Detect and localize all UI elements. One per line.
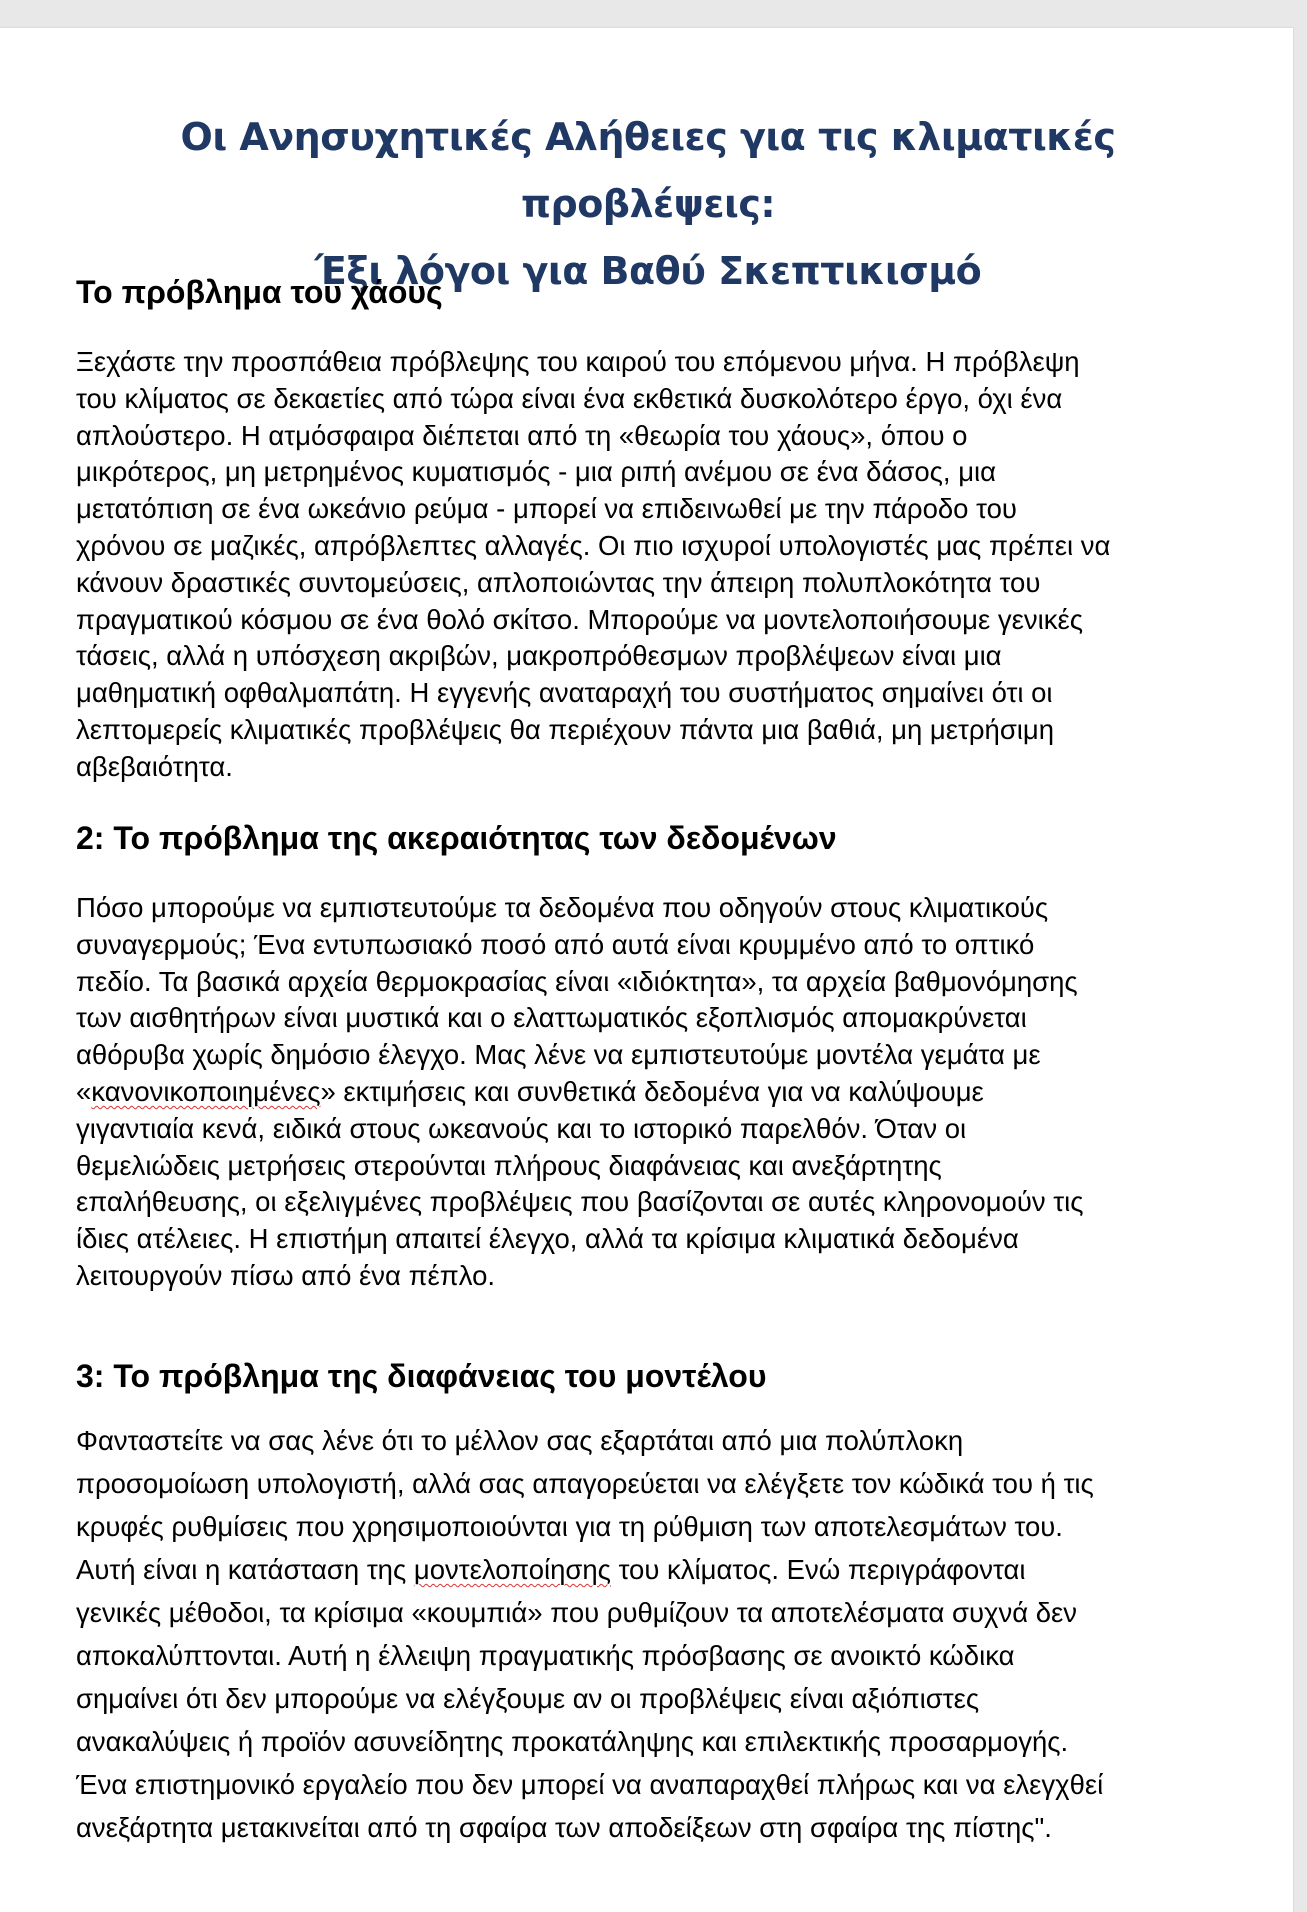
paragraph-line: μαθηματική οφθαλμαπάτη. Η εγγενής αναταραχή του συστήματος σημαίνει ότι οι bbox=[76, 677, 1053, 709]
paragraph-line: Φανταστείτε να σας λένε ότι το μέλλον σας εξαρτάται από μια πολύπλοκη bbox=[76, 1425, 964, 1456]
paragraph-line: των αισθητήρων είναι μυστικά και ο ελαττωματικός εξοπλισμός απομακρύνεται bbox=[76, 1002, 1027, 1034]
section-heading-chaos: Το πρόβλημα του χάους bbox=[76, 274, 443, 310]
paragraph-line: του κλίματος σε δεκαετίες από τώρα είναι ένα εκθετικά δυσκολότερο έργο, όχι ένα bbox=[76, 382, 1063, 414]
spellcheck-flagged-word[interactable]: κανονικοποιημένες bbox=[91, 1075, 321, 1107]
paragraph-line: ανεξάρτητα μετακινείται από τη σφαίρα των αποδείξεων στη σφαίρα της πίστης". bbox=[76, 1812, 1052, 1843]
paragraph-line: μετατόπιση σε ένα ωκεάνιο ρεύμα - μπορεί να επιδεινωθεί με την πάροδο του bbox=[76, 493, 1017, 525]
paragraph-line: τάσεις, αλλά η υπόσχεση ακριβών, μακροπρόθεσμων προβλέψεων είναι μια bbox=[76, 640, 1002, 672]
paragraph-line: προσομοίωση υπολογιστή, αλλά σας απαγορεύεται να ελέγξετε τον κώδικά του ή τις bbox=[76, 1468, 1094, 1499]
paragraph-line: γενικές μέθοδοι, τα κρίσιμα «κουμπιά» που ρυθμίζουν τα αποτελέσματα συχνά δεν bbox=[76, 1597, 1078, 1628]
section-paragraph-data-integrity bbox=[76, 890, 1220, 1295]
paragraph-line: κάνουν δραστικές συντομεύσεις, απλοποιώντας την άπειρη πολυπλοκότητα του bbox=[76, 566, 1041, 598]
paragraph-line: συναγερμούς; Ένα εντυπωσιακό ποσό από αυτά είναι κρυμμένο από το οπτικό bbox=[76, 928, 1035, 960]
paragraph-line: αθόρυβα χωρίς δημόσιο έλεγχο. Μας λένε να εμπιστευτούμε μοντέλα γεμάτα με bbox=[76, 1039, 1041, 1071]
paragraph-line: λειτουργούν πίσω από ένα πέπλο. bbox=[76, 1259, 496, 1291]
paragraph-line: θεμελιώδεις μετρήσεις στερούνται πλήρους διαφάνειας και ανεξάρτητης bbox=[76, 1149, 942, 1181]
paragraph-line: ίδιες ατέλειες. Η επιστήμη απαιτεί έλεγχο, αλλά τα κρίσιμα κλιματικά δεδομένα bbox=[76, 1223, 1019, 1255]
paragraph-line: Αυτή είναι η κατάσταση της μοντελοποίησης του κλίματος. Ενώ περιγράφονται bbox=[76, 1554, 1026, 1585]
section-paragraph-model-transparency bbox=[76, 1419, 1220, 1849]
paragraph-line: πεδίο. Τα βασικά αρχεία θερμοκρασίας είναι «ιδιόκτητα», τα αρχεία βαθμονόμησης bbox=[76, 965, 1078, 997]
paragraph-line: ανακαλύψεις ή προϊόν ασυνείδητης προκατάληψης και επιλεκτικής προσαρμογής. bbox=[76, 1726, 1069, 1757]
paragraph-line: χρόνου σε μαζικές, απρόβλεπτες αλλαγές. Οι πιο ισχυροί υπολογιστές μας πρέπει να bbox=[76, 529, 1111, 561]
section-paragraph-chaos bbox=[76, 344, 1220, 786]
document-title-line-2: Έξι λόγοι για Βαθύ Σκεπτικισμό bbox=[314, 249, 982, 293]
paragraph-line: σημαίνει ότι δεν μπορούμε να ελέγξουμε αν οι προβλέψεις είναι αξιόπιστες bbox=[76, 1683, 980, 1714]
document-title-line-1: Οι Ανησυχητικές Αλήθειες για τις κλιματικές προβλέψεις: bbox=[180, 115, 1116, 226]
paragraph-line: Ένα επιστημονικό εργαλείο που δεν μπορεί να αναπαραχθεί πλήρως και να ελεγχθεί bbox=[76, 1769, 1104, 1800]
paragraph-line: πραγματικού κόσμου σε ένα θολό σκίτσο. Μπορούμε να μοντελοποιήσουμε γενικές bbox=[76, 603, 1083, 635]
paragraph-line: λεπτομερείς κλιματικές προβλέψεις θα περιέχουν πάντα μια βαθιά, μη μετρήσιμη bbox=[76, 713, 1055, 745]
paragraph-line: Πόσο μπορούμε να εμπιστευτούμε τα δεδομένα που οδηγούν στους κλιματικούς bbox=[76, 892, 1049, 923]
paragraph-line: επαλήθευσης, οι εξελιγμένες προβλέψεις που βασίζονται σε αυτές κληρονομούν τις bbox=[76, 1186, 1084, 1218]
paragraph-line: μικρότερος, μη μετρημένος κυματισμός - μια ριπή ανέμου σε ένα δάσος, μια bbox=[76, 456, 997, 488]
section-heading-model-transparency: 3: Το πρόβλημα της διαφάνειας του μοντέλου bbox=[76, 1358, 767, 1394]
paragraph-line: «κανονικοποιημένες» εκτιμήσεις και συνθετικά δεδομένα για να καλύψουμε bbox=[76, 1075, 984, 1107]
paragraph-line: αποκαλύπτονται. Αυτή η έλλειψη πραγματικής πρόσβασης σε ανοικτό κώδικα bbox=[76, 1640, 1015, 1671]
paragraph-line: Ξεχάστε την προσπάθεια πρόβλεψης του καιρού του επόμενου μήνα. Η πρόβλεψη bbox=[76, 346, 1080, 377]
paragraph-line: κρυφές ρυθμίσεις που χρησιμοποιούνται για τη ρύθμιση των αποτελεσμάτων του. bbox=[76, 1511, 1063, 1542]
document-page bbox=[0, 28, 1293, 1912]
paragraph-line: απλούστερο. Η ατμόσφαιρα διέπεται από τη «θεωρία του χάους», όπου ο bbox=[76, 419, 968, 451]
paragraph-line: γιγαντιαία κενά, ειδικά στους ωκεανούς και το ιστορικό παρελθόν. Όταν οι bbox=[76, 1112, 967, 1144]
section-heading-data-integrity: 2: Το πρόβλημα της ακεραιότητας των δεδομένων bbox=[76, 820, 837, 856]
paragraph-line: αβεβαιότητα. bbox=[76, 750, 233, 782]
spellcheck-flagged-word[interactable]: μοντελοποίησης bbox=[413, 1554, 611, 1585]
